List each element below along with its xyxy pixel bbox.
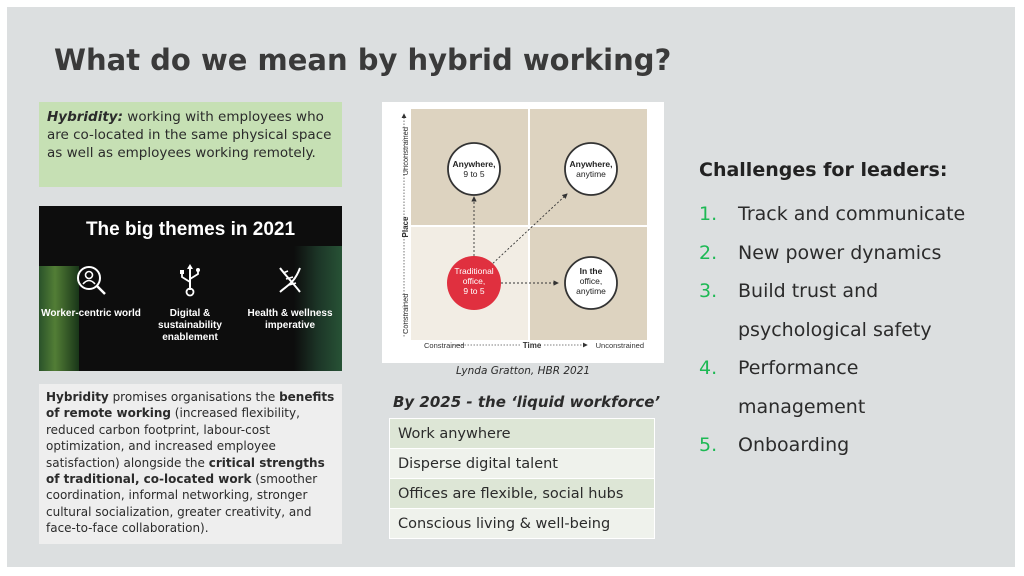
liquid-workforce-title: By 2025 - the ‘liquid workforce’ xyxy=(393,393,661,411)
list-item xyxy=(699,234,1009,273)
list-number: 2. xyxy=(699,241,718,264)
table-cell: Conscious living & well-being xyxy=(390,509,655,539)
list-number: 4. xyxy=(699,357,718,379)
node-anywhere-anytime-line1: Anywhere, xyxy=(569,159,613,169)
hybrid-matrix-diagram xyxy=(382,102,664,363)
y-axis-title: Place xyxy=(401,216,410,238)
list-text: Track and communicate xyxy=(738,203,966,225)
node-traditional-office-line2: office, xyxy=(462,276,486,286)
table-cell: Offices are flexible, social hubs xyxy=(390,479,655,509)
liquid-workforce-table xyxy=(389,418,655,539)
theme-label-health: Health & wellness imperative xyxy=(247,308,333,331)
x-axis-title: Time xyxy=(522,341,542,350)
challenges-list xyxy=(699,195,1009,465)
definition-box xyxy=(39,102,342,187)
x-axis-high-label: Unconstrained xyxy=(595,341,644,350)
definition-text: working with employees who are co-located in the same physical space as well as employees working remotely. xyxy=(47,109,332,161)
table-row xyxy=(390,509,655,539)
theme-label-worker: Worker-centric world xyxy=(41,308,141,319)
x-axis-low-label: Constrained xyxy=(424,341,465,350)
themes-panel xyxy=(39,206,342,371)
promise-text-1: promises organisations the xyxy=(108,390,280,404)
definition-term: Hybridity: xyxy=(47,109,123,125)
list-text: New power dynamics xyxy=(738,241,942,264)
list-text: management xyxy=(738,395,866,418)
challenges-title: Challenges for leaders: xyxy=(699,159,948,181)
list-number: 3. xyxy=(699,280,718,302)
list-text: Performance xyxy=(738,357,859,379)
node-office-anytime-line2: office, xyxy=(579,276,603,286)
slide-title: What do we mean by hybrid working? xyxy=(54,43,672,77)
promise-box xyxy=(39,384,342,544)
usb-icon xyxy=(172,262,208,298)
list-number: 1. xyxy=(699,203,718,225)
node-office-anytime-line3: anytime xyxy=(576,286,606,296)
list-text: Onboarding xyxy=(738,434,850,456)
node-anywhere-9-to-5-line2: 9 to 5 xyxy=(463,169,485,179)
promise-text-3: (smoother coordination, informal networking, stronger cultural socialization, greater creativity, and face-to-face collaboration). xyxy=(46,472,318,536)
dna-icon xyxy=(272,262,308,298)
table-cell: Work anywhere xyxy=(390,419,655,449)
hybrid-matrix-figure xyxy=(382,102,664,363)
node-anywhere-anytime-line2: anytime xyxy=(576,169,606,179)
theme-item-digital xyxy=(140,262,240,344)
list-text: psychological safety xyxy=(738,318,932,341)
node-traditional-office-line3: 9 to 5 xyxy=(463,286,485,296)
promise-bold-1: Hybridity xyxy=(46,390,109,404)
y-axis-low-label: Constrained xyxy=(401,293,410,334)
person-search-icon xyxy=(73,262,109,298)
node-traditional-office-line1: Traditional xyxy=(454,266,494,276)
table-row xyxy=(390,479,655,509)
themes-title: The big themes in 2021 xyxy=(85,219,296,240)
list-text: Build trust and xyxy=(738,280,879,302)
theme-item-health xyxy=(240,262,340,332)
node-office-anytime-line1: In the xyxy=(579,266,603,276)
table-row xyxy=(390,449,655,479)
theme-label-digital: Digital & sustainability enablement xyxy=(158,308,222,343)
list-item xyxy=(699,195,1009,234)
list-item xyxy=(699,426,1009,465)
table-row xyxy=(390,419,655,449)
promise-bold-2: benefits of remote working xyxy=(46,390,335,421)
slide xyxy=(7,7,1015,567)
node-anywhere-9-to-5-line1: Anywhere, xyxy=(452,159,496,169)
list-item xyxy=(699,349,1009,426)
theme-item-worker xyxy=(41,262,141,320)
y-axis-high-label: Unconstrained xyxy=(401,127,410,176)
table-cell: Disperse digital talent xyxy=(390,449,655,479)
promise-text-2: (increased flexibility, reduced carbon footprint, labour-cost optimization, and increased employee satisfaction) alongside the xyxy=(46,406,300,470)
list-number: 5. xyxy=(699,434,718,456)
list-item xyxy=(699,272,1009,349)
promise-bold-3: critical strengths of traditional, co-located work xyxy=(46,455,325,487)
figure-caption: Lynda Gratton, HBR 2021 xyxy=(455,365,591,377)
